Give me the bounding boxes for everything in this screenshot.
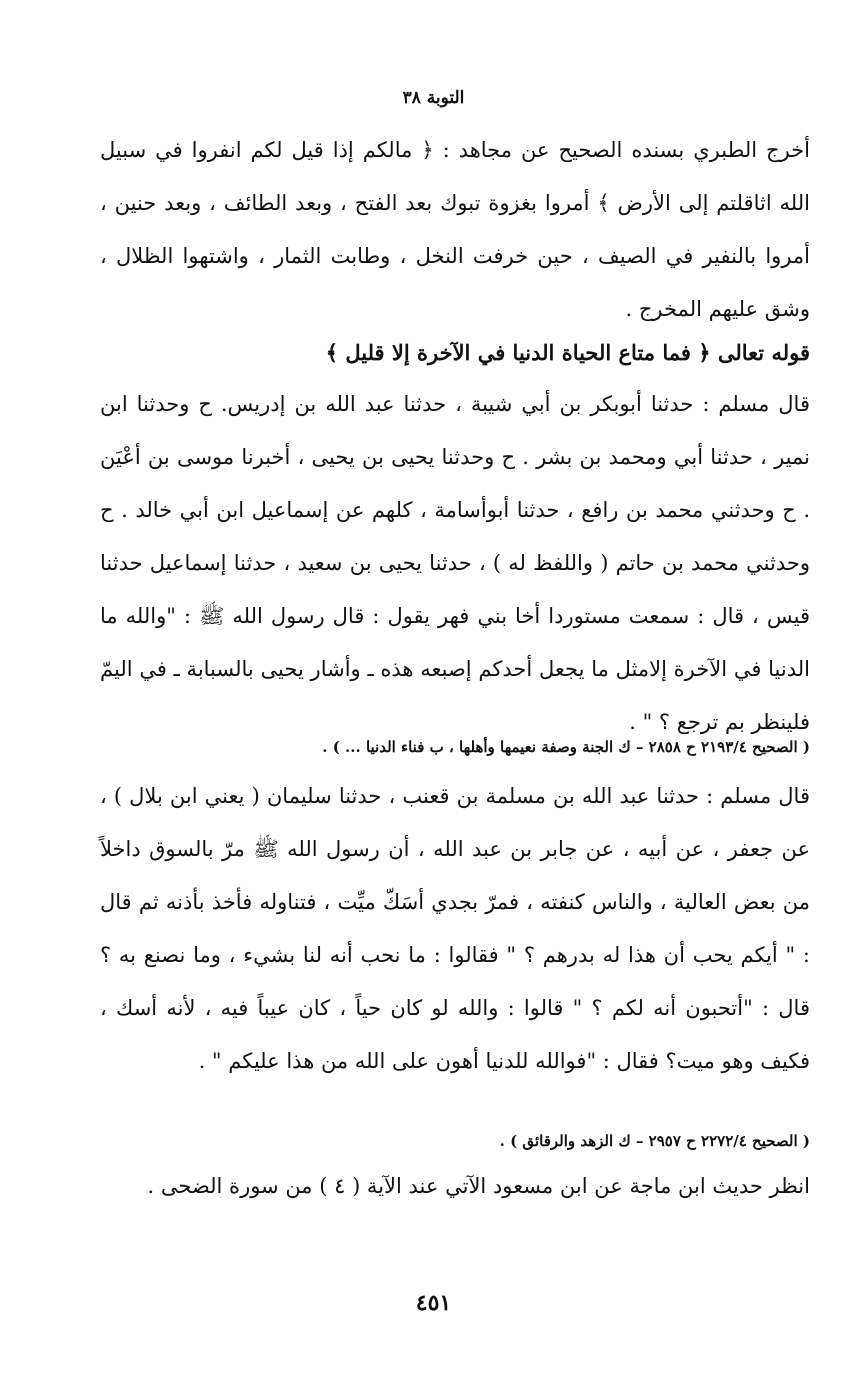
paragraph-muslim-1 [100, 378, 810, 749]
paragraph-text: انظر حديث ابن ماجة عن ابن مسعود الآتي عند الآية ( ٤ ) من سورة الضحى . [147, 1174, 810, 1198]
paragraph-tabari [100, 124, 810, 336]
reference-citation-1: ( الصحيح ٢١٩٣/٤ ح ٢٨٥٨ – ك الجنة وصفة نعيمها وأهلها ، ب فناء الدنيا ... ) . [322, 738, 810, 756]
paragraph-text: أخرج الطبري بسنده الصحيح عن مجاهد : ﴿ مالكم إذا قيل لكم انفروا في سبيل الله اثاقلتم إلى الأرض ﴾ أمروا بغزوة تبوك بعد الفتح ، وبعد الطائف ، وبعد حنين ، أمروا بالنفير في الصيف ، حين خرفت النخل ، وطابت الثمار ، واشتهوا الظلال ، وشق عليهم المخرج . [100, 138, 810, 321]
paragraph-see-also [100, 1160, 810, 1213]
paragraph-text: قال مسلم : حدثنا أبوبكر بن أبي شيبة ، حدثنا عبد الله بن إدريس. ح وحدثنا ابن نمير ، حدثنا أبي ومحمد بن بشر . ح وحدثنا يحيى بن يحيى ، أخبرنا موسى بن أعْيَن . ح وحدثني محمد بن رافع ، حدثنا أبوأسامة ، كلهم عن إسماعيل ابن أبي خالد . ح وحدثني محمد بن حاتم ( واللفظ له ) ، حدثنا يحيى بن سعيد ، حدثنا إسماعيل حدثنا قيس ، قال : سمعت مستوردا أخا بني فهر يقول : قال رسول الله ﷺ : "والله ما الدنيا في الآخرة إلامثل ما يجعل أحدكم إصبعه هذه ـ وأشار يحيى بالسبابة ـ في اليمّ فلينظر بم ترجع ؟ " . [100, 392, 810, 734]
paragraph-text: قال مسلم : حدثنا عبد الله بن مسلمة بن قعنب ، حدثنا سليمان ( يعني ابن بلال ) ، عن جعفر ، عن أبيه ، عن جابر بن عبد الله ، أن رسول الله ﷺ مرّ بالسوق داخلاً من بعض العالية ، والناس كنفته ، فمرّ بجدي أسَكّ ميِّت ، فتناوله فأخذ بأذنه ثم قال : " أيكم يحب أن هذا له بدرهم ؟ " فقالوا : ما نحب أنه لنا بشيء ، وما نصنع به ؟ قال : "أتحبون أنه لكم ؟ " قالوا : والله لو كان حياً ، كان عيباً فيه ، لأنه أسك ، فكيف وهو ميت؟ فقال : "فوالله للدنيا أهون على الله من هذا عليكم " . [100, 784, 810, 1073]
section-heading: قوله تعالى ﴿ فما متاع الحياة الدنيا في الآخرة إلا قليل ﴾ [325, 340, 810, 365]
reference-citation-2: ( الصحيح ٢٢٧٢/٤ ح ٢٩٥٧ – ك الزهد والرقائق ) . [499, 1132, 810, 1150]
paragraph-muslim-2 [100, 770, 810, 1088]
page-number: ٤٥١ [415, 1290, 452, 1316]
running-header: التوبة ٣٨ [402, 88, 465, 108]
